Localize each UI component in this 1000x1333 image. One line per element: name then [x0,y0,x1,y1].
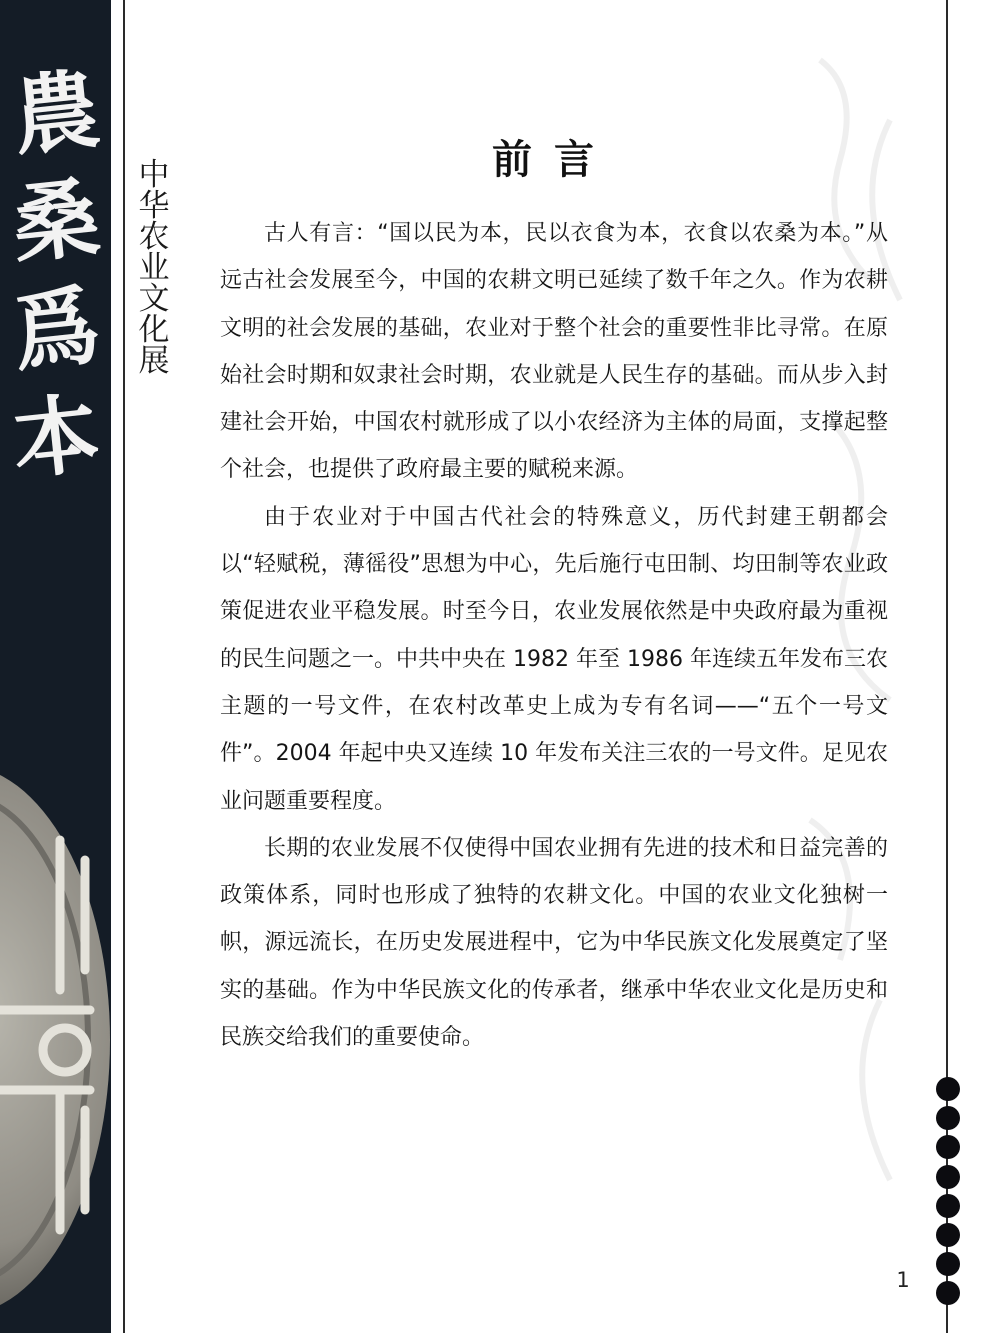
subtitle-char: 化 [138,312,170,348]
sidebar-title-char: 桑 [7,166,104,277]
subtitle-char: 中 [138,157,170,193]
dot-decoration [936,1077,962,1311]
dot-icon [936,1106,960,1130]
dot-icon [936,1252,960,1276]
sidebar-title-char: 本 [7,382,104,493]
subtitle-char: 农 [138,219,170,255]
sidebar-title-char: 農 [7,58,104,169]
subtitle-char: 业 [138,250,170,286]
sidebar-title-char: 爲 [7,274,104,385]
paragraph: 古人有言：“国以民为本，民以衣食为本，衣食以农桑为本。”从远古社会发展至今，中国的农耕文明已延续了数千年之久。作为农耕文明的社会发展的基础，农业对于整个社会的重要性非比寻常。在原始社会时期和奴隶社会时期，农业就是人民生存的基础。而从步入封建社会开始，中国农村就形成了以小农经济为主体的局面，支撑起整个社会，也提供了政府最主要的赋税来源。 [220,221,888,483]
paragraph: 长期的农业发展不仅使得中国农业拥有先进的技术和日益完善的政策体系，同时也形成了独特的农耕文化。中国的农业文化独树一帜，源远流长，在历史发展进程中，它为中华民族文化发展奠定了坚实的基础。作为中华民族文化的传承者，继承中华农业文化是历史和民族交给我们的重要使命。 [220,835,888,1051]
left-divider-line [123,0,125,1333]
subtitle-char: 文 [138,281,170,317]
vertical-subtitle [134,157,174,379]
page-title: 前言 [492,136,616,183]
sidebar-title [0,60,111,492]
dot-icon [936,1135,960,1159]
dot-icon [936,1165,960,1189]
body-text [220,210,888,1061]
dot-icon [936,1223,960,1247]
subtitle-char: 展 [138,343,170,379]
dot-icon [936,1194,960,1218]
sidebar [0,0,111,1333]
dot-icon [936,1281,960,1305]
dot-icon [936,1077,960,1101]
ancient-tile-icon [0,760,110,1320]
subtitle-char: 华 [138,188,170,224]
page-number: 1 [896,1268,910,1292]
paragraph: 由于农业对于中国古代社会的特殊意义，历代封建王朝都会以“轻赋税，薄徭役”思想为中心，先后施行屯田制、均田制等农业政策促进农业平稳发展。时至今日，农业发展依然是中央政府最为重视的民生问题之一。中共中央在 1982 年至 1986 年连续五年发布三农主题的一号文件，在农村改革史上成为专有名词——“五个一号文件”。2004 年起中央又连续 10 年发布关注三农的一号文件。足见农业问题重要程度。 [220,504,888,814]
